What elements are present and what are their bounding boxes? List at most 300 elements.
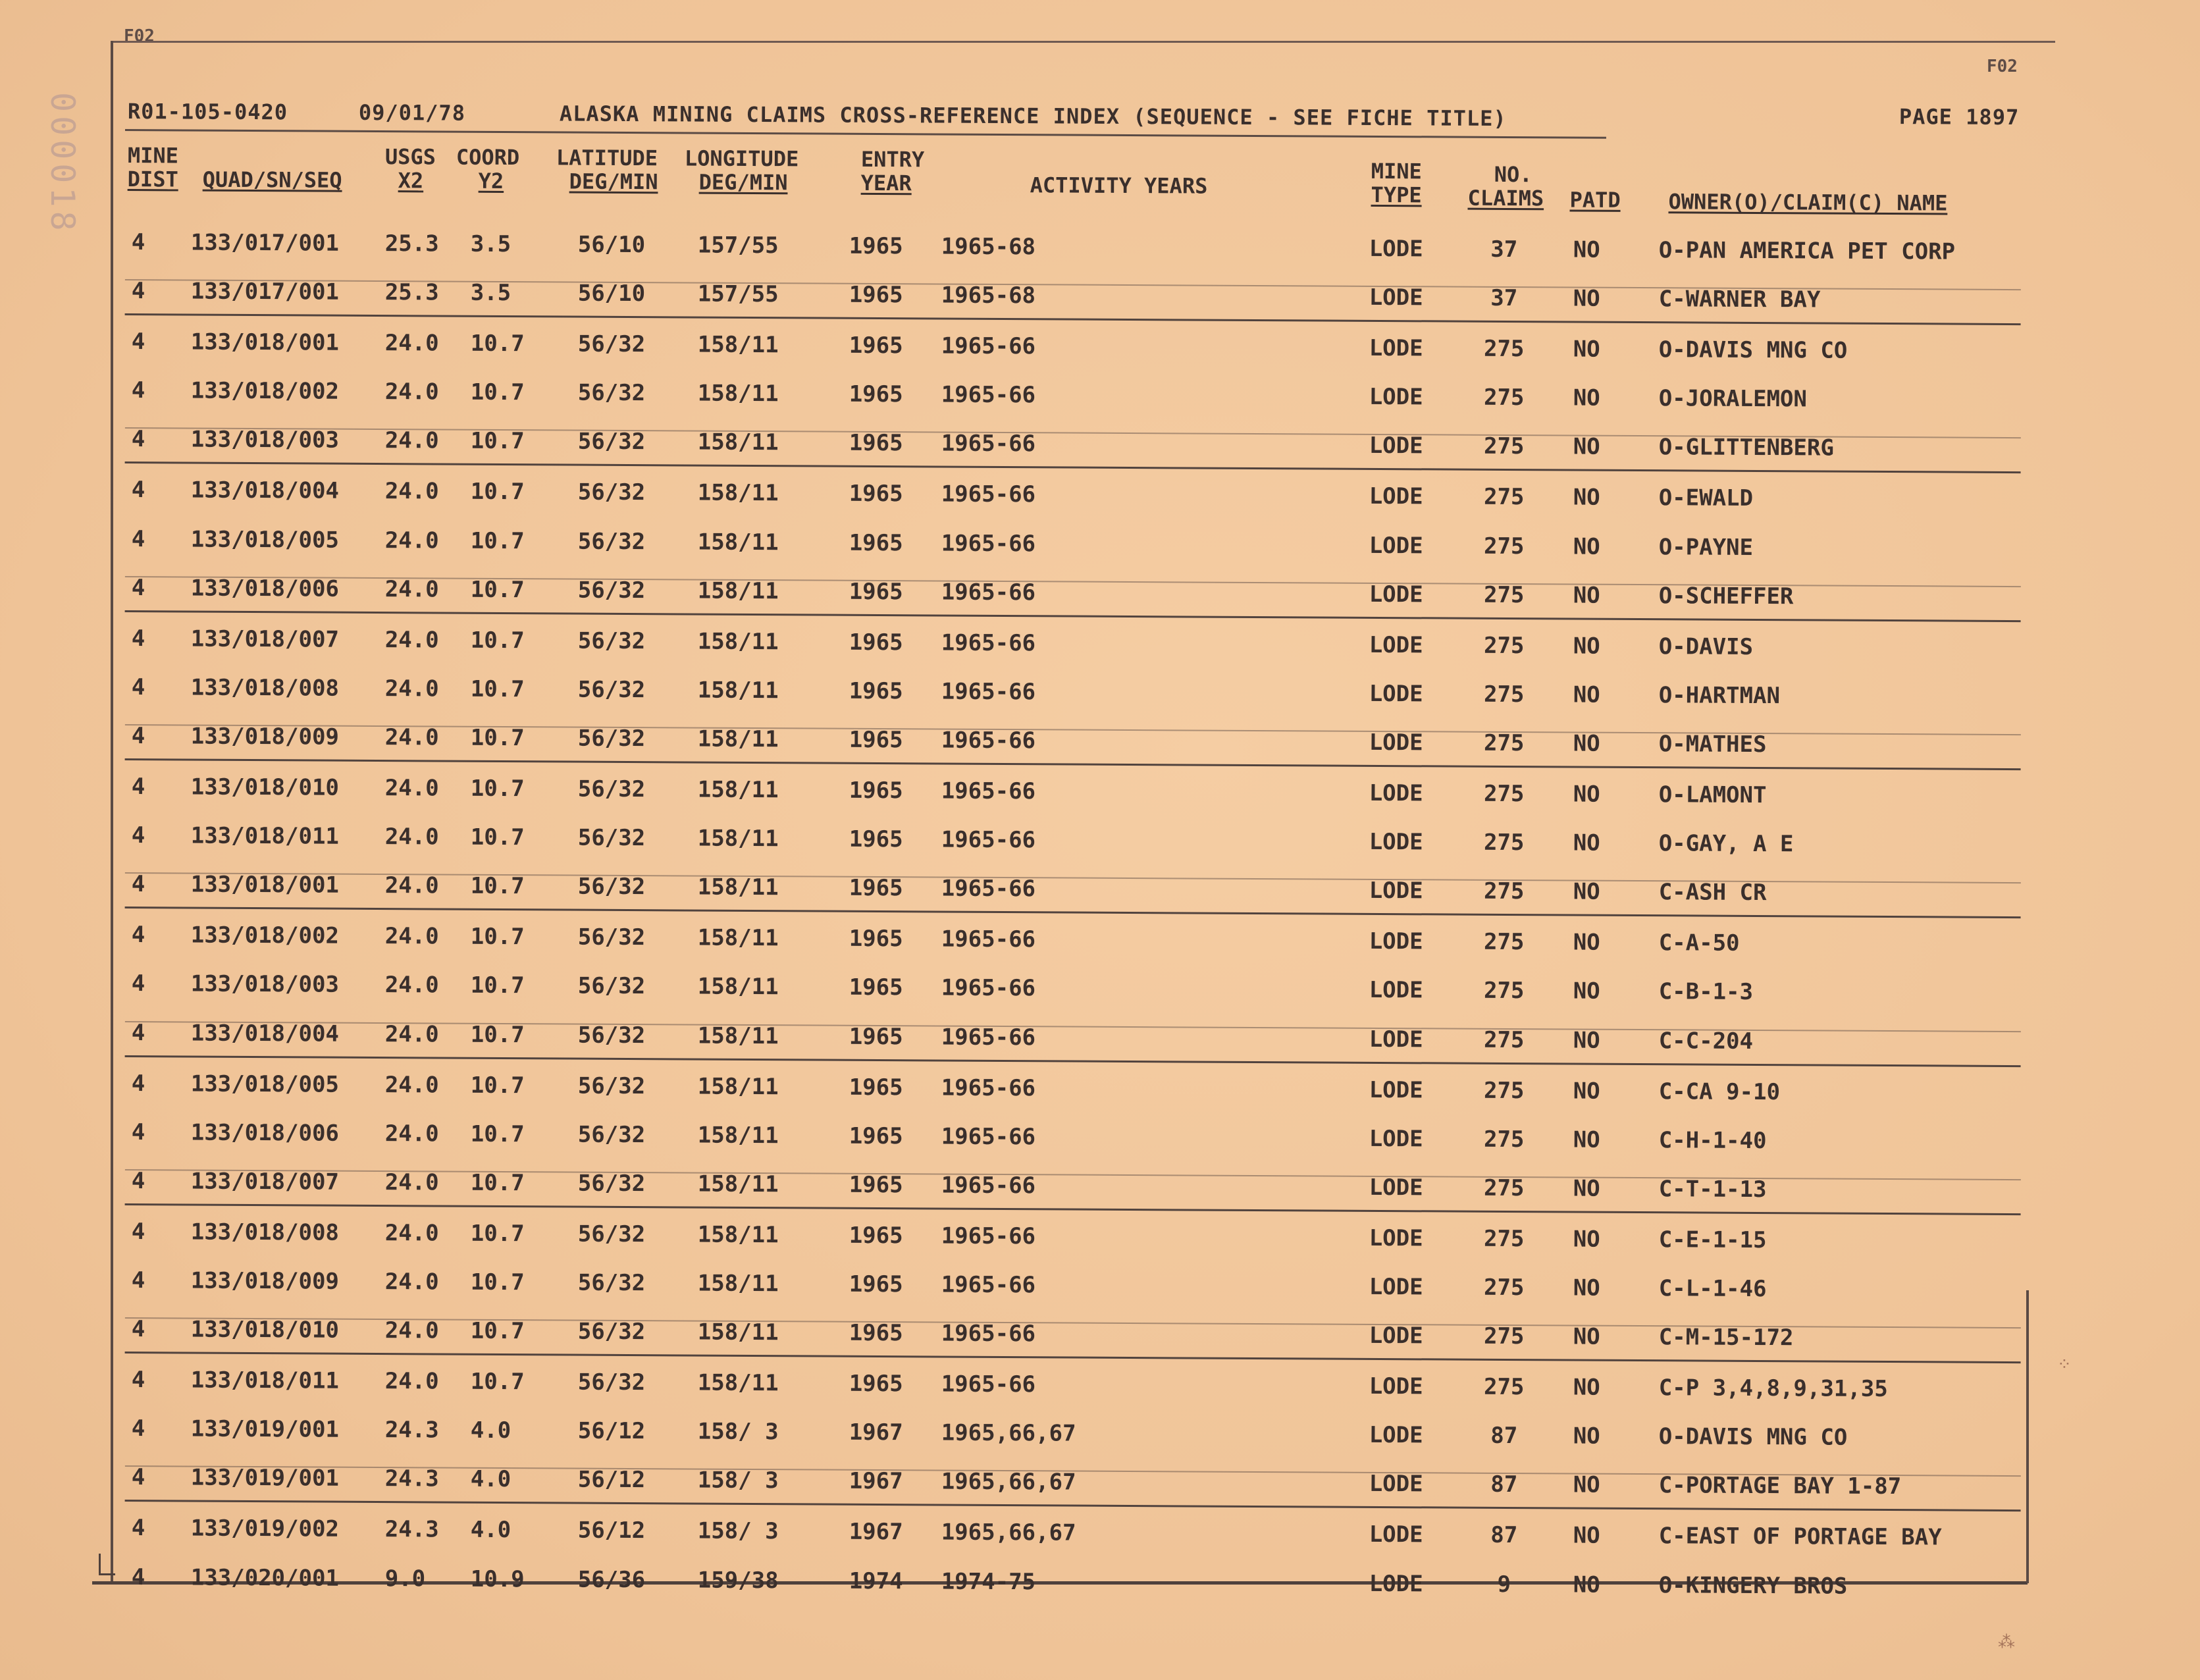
row-usgs-x2: 24.3 <box>384 1417 439 1444</box>
row-activity-years: 1965-66 <box>941 1222 1036 1250</box>
row-activity-years: 1965-66 <box>941 926 1036 953</box>
row-claims-count: 275 <box>1483 433 1525 460</box>
row-longitude: 158/11 <box>697 1270 779 1298</box>
row-activity-years: 1965,66,67 <box>941 1519 1076 1547</box>
row-owner-claim-name: C-ASH CR <box>1658 879 1767 906</box>
row-patented: NO <box>1573 1374 1600 1401</box>
row-longitude: 158/11 <box>697 331 779 359</box>
row-claims-count: 87 <box>1490 1423 1518 1450</box>
row-longitude: 158/11 <box>697 725 779 753</box>
row-latitude: 56/32 <box>577 1369 646 1396</box>
row-entry-year: 1974 <box>849 1567 903 1594</box>
row-mine-dist: 4 <box>131 1218 145 1246</box>
row-quad-sn-seq: 133/018/010 <box>190 1316 340 1344</box>
row-coord-y2: 10.7 <box>470 824 525 851</box>
row-mine-dist: 4 <box>131 970 145 997</box>
row-claims-count: 275 <box>1483 829 1525 856</box>
row-entry-year: 1965 <box>849 281 903 309</box>
row-entry-year: 1965 <box>849 1222 903 1249</box>
row-longitude: 158/11 <box>697 429 779 456</box>
row-entry-year: 1965 <box>849 777 903 804</box>
row-longitude: 159/38 <box>697 1567 779 1594</box>
row-mine-dist: 4 <box>131 1464 145 1491</box>
row-mine-type: LODE <box>1369 581 1423 608</box>
row-longitude: 158/11 <box>697 825 779 853</box>
row-mine-type: LODE <box>1369 680 1423 708</box>
row-patented: NO <box>1573 433 1600 461</box>
row-owner-claim-name: C-CA 9-10 <box>1658 1078 1781 1105</box>
row-usgs-x2: 24.0 <box>384 1020 439 1047</box>
row-quad-sn-seq: 133/018/009 <box>190 723 340 750</box>
row-mine-dist: 4 <box>131 722 145 750</box>
row-activity-years: 1965-66 <box>941 777 1036 805</box>
row-claims-count: 275 <box>1483 1174 1525 1201</box>
row-mine-dist: 4 <box>131 1367 145 1394</box>
table-row <box>125 1502 2021 1560</box>
row-owner-claim-name: C-E-1-15 <box>1658 1226 1767 1253</box>
row-mine-type: LODE <box>1369 1174 1423 1201</box>
row-quad-sn-seq: 133/018/008 <box>190 674 340 702</box>
row-entry-year: 1965 <box>849 1370 903 1398</box>
row-entry-year: 1965 <box>849 1171 903 1198</box>
row-mine-dist: 4 <box>131 871 145 898</box>
row-claims-count: 275 <box>1483 978 1525 1005</box>
row-owner-claim-name: O-PAN AMERICA PET CORP <box>1658 237 1956 265</box>
row-mine-dist: 4 <box>131 574 145 601</box>
row-longitude: 158/11 <box>697 776 779 804</box>
row-usgs-x2: 24.0 <box>384 972 439 999</box>
row-mine-dist: 4 <box>131 278 145 305</box>
frame-id-top-right: F02 <box>1987 57 2018 76</box>
row-patented: NO <box>1573 1571 1600 1598</box>
row-activity-years: 1965-66 <box>941 974 1036 1002</box>
row-patented: NO <box>1573 1522 1600 1550</box>
row-entry-year: 1965 <box>849 529 903 556</box>
row-entry-year: 1965 <box>849 726 903 754</box>
row-coord-y2: 10.7 <box>470 1317 525 1345</box>
table-row <box>125 562 2021 622</box>
row-mine-type: LODE <box>1369 235 1423 263</box>
row-longitude: 158/ 3 <box>697 1418 779 1446</box>
row-usgs-x2: 24.0 <box>384 379 439 406</box>
row-owner-claim-name: C-L-1-46 <box>1658 1275 1767 1303</box>
frame-corner-mark <box>99 1554 115 1575</box>
row-longitude: 158/11 <box>697 1022 779 1049</box>
row-coord-y2: 10.7 <box>470 872 525 900</box>
row-claims-count: 275 <box>1483 780 1525 808</box>
row-entry-year: 1967 <box>849 1519 903 1546</box>
row-mine-dist: 4 <box>131 1515 145 1542</box>
row-latitude: 56/32 <box>577 725 646 752</box>
row-entry-year: 1965 <box>849 381 903 408</box>
row-latitude: 56/32 <box>577 330 646 358</box>
row-latitude: 56/32 <box>577 577 646 604</box>
row-mine-type: LODE <box>1369 1322 1423 1350</box>
row-mine-type: LODE <box>1369 878 1423 905</box>
row-mine-dist: 4 <box>131 922 145 949</box>
row-coord-y2: 10.7 <box>470 479 525 506</box>
row-mine-type: LODE <box>1369 1026 1423 1053</box>
row-longitude: 158/ 3 <box>697 1517 779 1545</box>
row-patented: NO <box>1573 730 1600 757</box>
row-activity-years: 1965,66,67 <box>941 1419 1076 1447</box>
row-owner-claim-name: C-EAST OF PORTAGE BAY <box>1658 1523 1942 1551</box>
row-usgs-x2: 25.3 <box>384 279 439 306</box>
row-usgs-x2: 24.3 <box>384 1516 439 1543</box>
row-patented: NO <box>1573 1471 1600 1499</box>
row-usgs-x2: 24.0 <box>384 1168 439 1196</box>
row-latitude: 56/32 <box>577 1072 646 1099</box>
row-entry-year: 1965 <box>849 974 903 1001</box>
row-coord-y2: 10.7 <box>470 1368 525 1396</box>
stain-speck: ⁂ <box>1998 1633 2015 1652</box>
row-owner-claim-name: C-M-15-172 <box>1658 1324 1794 1352</box>
row-mine-type: LODE <box>1369 284 1423 311</box>
row-owner-claim-name: C-H-1-40 <box>1658 1126 1767 1154</box>
row-mine-type: LODE <box>1369 1273 1423 1301</box>
row-latitude: 56/32 <box>577 428 646 456</box>
row-coord-y2: 10.7 <box>470 527 525 554</box>
row-quad-sn-seq: 133/018/001 <box>190 871 340 899</box>
row-coord-y2: 10.7 <box>470 627 525 654</box>
row-entry-year: 1965 <box>849 1023 903 1050</box>
row-longitude: 158/11 <box>697 529 779 556</box>
row-mine-dist: 4 <box>131 1070 145 1097</box>
row-quad-sn-seq: 133/018/011 <box>190 822 340 850</box>
row-patented: NO <box>1573 633 1600 660</box>
frame-border-right <box>2026 1290 2029 1583</box>
row-mine-type: LODE <box>1369 335 1423 362</box>
row-activity-years: 1965-68 <box>941 282 1036 309</box>
row-activity-years: 1965-66 <box>941 481 1036 508</box>
row-owner-claim-name: O-DAVIS MNG CO <box>1658 336 1848 364</box>
frame-border-left <box>111 41 113 1581</box>
row-usgs-x2: 24.0 <box>384 1071 439 1099</box>
row-quad-sn-seq: 133/018/009 <box>190 1267 340 1295</box>
table-row <box>125 1007 2021 1067</box>
col-header-longitude: LONGITUDE DEG/MIN <box>684 145 799 196</box>
row-entry-year: 1965 <box>849 677 903 705</box>
row-latitude: 56/32 <box>577 873 646 901</box>
row-usgs-x2: 24.0 <box>384 1219 439 1247</box>
row-owner-claim-name: C-PORTAGE BAY 1-87 <box>1658 1472 1902 1500</box>
row-mine-type: LODE <box>1369 829 1423 856</box>
row-entry-year: 1965 <box>849 629 903 656</box>
row-latitude: 56/32 <box>577 924 646 951</box>
row-entry-year: 1967 <box>849 1419 903 1446</box>
row-usgs-x2: 24.0 <box>384 775 439 802</box>
row-quad-sn-seq: 133/018/008 <box>190 1219 340 1246</box>
row-patented: NO <box>1573 285 1600 312</box>
row-patented: NO <box>1573 1323 1600 1350</box>
row-mine-type: LODE <box>1369 532 1423 559</box>
row-longitude: 158/11 <box>697 380 779 407</box>
row-longitude: 158/11 <box>697 1221 779 1249</box>
row-entry-year: 1965 <box>849 1271 903 1298</box>
row-quad-sn-seq: 133/019/001 <box>190 1464 340 1492</box>
row-usgs-x2: 24.0 <box>384 1317 439 1344</box>
row-usgs-x2: 24.0 <box>384 527 439 554</box>
row-coord-y2: 10.7 <box>470 379 525 406</box>
row-quad-sn-seq: 133/018/003 <box>190 970 340 999</box>
row-coord-y2: 10.7 <box>470 924 525 951</box>
row-coord-y2: 10.7 <box>470 775 525 802</box>
row-activity-years: 1965-66 <box>941 875 1036 903</box>
row-patented: NO <box>1573 878 1600 905</box>
row-mine-dist: 4 <box>131 1316 145 1343</box>
row-entry-year: 1965 <box>849 1074 903 1101</box>
row-usgs-x2: 24.0 <box>384 1120 439 1147</box>
row-coord-y2: 10.7 <box>470 428 525 455</box>
row-claims-count: 275 <box>1483 1225 1525 1253</box>
row-claims-count: 275 <box>1483 1274 1525 1301</box>
row-coord-y2: 10.7 <box>470 1072 525 1099</box>
row-longitude: 158/11 <box>697 1319 779 1346</box>
row-quad-sn-seq: 133/018/002 <box>190 922 340 950</box>
row-coord-y2: 10.7 <box>470 1220 525 1247</box>
row-longitude: 158/11 <box>697 1073 779 1100</box>
row-activity-years: 1965-66 <box>941 430 1036 458</box>
row-usgs-x2: 24.3 <box>384 1465 439 1492</box>
row-owner-claim-name: C-T-1-13 <box>1658 1175 1767 1203</box>
row-latitude: 56/32 <box>577 1318 646 1346</box>
row-mine-type: LODE <box>1369 433 1423 459</box>
row-activity-years: 1965-66 <box>941 579 1036 606</box>
row-claims-count: 87 <box>1490 1522 1518 1549</box>
margin-frame-number: 000018 <box>43 92 82 235</box>
row-mine-dist: 4 <box>131 229 145 256</box>
row-latitude: 56/12 <box>577 1466 646 1494</box>
row-quad-sn-seq: 133/018/003 <box>190 426 340 454</box>
row-mine-dist: 4 <box>131 377 145 404</box>
row-mine-type: LODE <box>1369 729 1423 756</box>
row-patented: NO <box>1573 929 1600 957</box>
row-claims-count: 275 <box>1483 335 1525 363</box>
row-coord-y2: 3.5 <box>470 230 511 258</box>
row-activity-years: 1965-66 <box>941 381 1036 409</box>
row-activity-years: 1965-66 <box>941 332 1036 360</box>
row-owner-claim-name: O-DAVIS <box>1658 633 1754 660</box>
row-claims-count: 275 <box>1483 681 1525 708</box>
report-title: ALASKA MINING CLAIMS CROSS-REFERENCE INDEX (SEQUENCE - SEE FICHE TITLE) <box>559 101 1507 131</box>
row-quad-sn-seq: 133/018/001 <box>190 328 340 356</box>
frame-border-top <box>113 41 2055 43</box>
row-latitude: 56/12 <box>577 1517 646 1544</box>
row-owner-claim-name: O-PAYNE <box>1658 533 1754 561</box>
row-mine-type: LODE <box>1369 631 1423 659</box>
row-patented: NO <box>1573 336 1600 363</box>
row-owner-claim-name: O-DAVIS MNG CO <box>1658 1423 1848 1451</box>
row-claims-count: 275 <box>1483 533 1525 560</box>
report-id: R01-105-0420 <box>127 99 288 125</box>
col-header-entry-year: ENTRY YEAR <box>860 146 925 196</box>
row-longitude: 158/11 <box>697 480 779 507</box>
row-coord-y2: 10.7 <box>470 972 525 999</box>
row-latitude: 56/32 <box>577 1121 646 1148</box>
row-usgs-x2: 24.0 <box>384 824 439 851</box>
row-mine-dist: 4 <box>131 328 145 355</box>
row-owner-claim-name: O-GLITTENBERG <box>1658 434 1834 461</box>
row-activity-years: 1965-66 <box>941 678 1036 706</box>
row-patented: NO <box>1573 1027 1600 1054</box>
row-mine-dist: 4 <box>131 525 145 552</box>
row-activity-years: 1965-66 <box>941 727 1036 754</box>
row-patented: NO <box>1573 1226 1600 1253</box>
row-latitude: 56/32 <box>577 676 646 703</box>
row-owner-claim-name: C-C-204 <box>1658 1027 1754 1055</box>
row-coord-y2: 10.7 <box>470 1269 525 1296</box>
row-latitude: 56/32 <box>577 379 646 407</box>
row-entry-year: 1965 <box>849 578 903 605</box>
row-quad-sn-seq: 133/018/010 <box>190 774 340 801</box>
page-number: PAGE 1897 <box>1899 104 2020 130</box>
row-activity-years: 1965-66 <box>941 1320 1036 1348</box>
row-claims-count: 275 <box>1483 581 1525 608</box>
row-latitude: 56/32 <box>577 528 646 555</box>
row-claims-count: 275 <box>1483 878 1525 905</box>
row-longitude: 158/11 <box>697 628 779 655</box>
col-header-coord: COORD Y2 <box>456 144 520 194</box>
row-longitude: 157/55 <box>697 280 779 308</box>
row-activity-years: 1974-75 <box>941 1568 1036 1595</box>
row-mine-type: LODE <box>1369 1570 1423 1597</box>
row-entry-year: 1965 <box>849 1319 903 1347</box>
row-coord-y2: 10.7 <box>470 330 525 357</box>
row-owner-claim-name: O-MATHES <box>1658 731 1767 758</box>
row-patented: NO <box>1573 236 1600 263</box>
row-mine-type: LODE <box>1369 928 1423 955</box>
row-mine-type: LODE <box>1369 1471 1423 1498</box>
row-mine-dist: 4 <box>131 1118 145 1145</box>
col-header-owner: OWNER(O)/CLAIM(C) NAME <box>1668 189 1948 216</box>
row-longitude: 158/11 <box>697 1122 779 1149</box>
row-entry-year: 1965 <box>849 1122 903 1149</box>
row-usgs-x2: 24.0 <box>384 872 439 899</box>
row-usgs-x2: 24.0 <box>384 575 439 603</box>
row-longitude: 158/11 <box>697 924 779 952</box>
report-date: 09/01/78 <box>358 99 466 126</box>
row-owner-claim-name: O-SCHEFFER <box>1658 582 1794 610</box>
col-header-usgs: USGS X2 <box>384 144 436 194</box>
claims-table <box>125 216 2021 1600</box>
row-owner-claim-name: C-B-1-3 <box>1658 978 1754 1006</box>
row-entry-year: 1965 <box>849 481 903 508</box>
col-header-latitude: LATITUDE DEG/MIN <box>556 145 658 195</box>
row-activity-years: 1965-66 <box>941 629 1036 656</box>
row-claims-count: 275 <box>1483 632 1525 659</box>
row-coord-y2: 10.7 <box>470 675 525 703</box>
row-mine-type: LODE <box>1369 1422 1423 1449</box>
row-mine-type: LODE <box>1369 1224 1423 1252</box>
row-claims-count: 275 <box>1483 484 1525 511</box>
row-latitude: 56/32 <box>577 824 646 852</box>
row-latitude: 56/32 <box>577 1170 646 1197</box>
row-mine-dist: 4 <box>131 1019 145 1046</box>
row-owner-claim-name: O-LAMONT <box>1658 781 1767 809</box>
row-coord-y2: 4.0 <box>470 1517 511 1544</box>
row-patented: NO <box>1573 781 1600 808</box>
row-latitude: 56/32 <box>577 1269 646 1297</box>
row-latitude: 56/10 <box>577 280 646 307</box>
row-patented: NO <box>1573 1078 1600 1105</box>
row-usgs-x2: 24.0 <box>384 1368 439 1395</box>
row-owner-claim-name: O-EWALD <box>1658 485 1754 512</box>
row-mine-type: LODE <box>1369 483 1423 510</box>
table-row <box>125 957 2021 1016</box>
row-owner-claim-name: O-JORALEMON <box>1658 385 1808 413</box>
row-activity-years: 1965-66 <box>941 1371 1036 1398</box>
row-coord-y2: 10.7 <box>470 1169 525 1196</box>
row-longitude: 158/11 <box>697 677 779 704</box>
row-latitude: 56/32 <box>577 479 646 506</box>
row-usgs-x2: 24.0 <box>384 626 439 654</box>
row-longitude: 158/ 3 <box>697 1467 779 1494</box>
row-usgs-x2: 24.0 <box>384 478 439 505</box>
row-usgs-x2: 24.0 <box>384 330 439 357</box>
row-latitude: 56/32 <box>577 775 646 803</box>
col-header-quad: QUAD/SN/SEQ <box>202 167 342 193</box>
row-patented: NO <box>1573 1126 1600 1153</box>
row-mine-dist: 4 <box>131 1167 145 1194</box>
row-entry-year: 1965 <box>849 826 903 853</box>
row-owner-claim-name: O-HARTMAN <box>1658 682 1781 710</box>
row-claims-count: 275 <box>1483 384 1525 411</box>
row-quad-sn-seq: 133/018/006 <box>190 1119 340 1147</box>
row-mine-dist: 4 <box>131 1415 145 1442</box>
row-usgs-x2: 24.0 <box>384 724 439 751</box>
row-coord-y2: 10.7 <box>470 1120 525 1147</box>
row-activity-years: 1965-66 <box>941 1172 1036 1199</box>
row-entry-year: 1965 <box>849 232 903 260</box>
row-patented: NO <box>1573 681 1600 708</box>
row-latitude: 56/10 <box>577 231 646 259</box>
row-owner-claim-name: C-P 3,4,8,9,31,35 <box>1658 1375 1888 1403</box>
row-activity-years: 1965-66 <box>941 1123 1036 1150</box>
frame-id-top-left: F02 <box>124 26 155 46</box>
row-longitude: 158/11 <box>697 973 779 1001</box>
row-coord-y2: 4.0 <box>470 1466 511 1493</box>
col-header-mine-type: MINE TYPE <box>1371 158 1422 208</box>
row-activity-years: 1965-66 <box>941 1074 1036 1101</box>
row-activity-years: 1965-66 <box>941 826 1036 854</box>
row-mine-dist: 4 <box>131 774 145 801</box>
row-claims-count: 275 <box>1483 1323 1525 1350</box>
column-headers <box>124 144 2021 227</box>
row-latitude: 56/12 <box>577 1417 646 1445</box>
col-header-claims: NO. CLAIMS <box>1467 161 1544 211</box>
row-quad-sn-seq: 133/018/005 <box>190 1070 340 1098</box>
table-row <box>125 1155 2021 1215</box>
row-quad-sn-seq: 133/018/002 <box>190 377 340 405</box>
row-mine-type: LODE <box>1369 1076 1423 1103</box>
row-patented: NO <box>1573 1423 1600 1450</box>
row-mine-type: LODE <box>1369 977 1423 1004</box>
table-row <box>125 463 2021 522</box>
row-coord-y2: 10.7 <box>470 1021 525 1048</box>
row-latitude: 56/32 <box>577 973 646 1000</box>
row-quad-sn-seq: 133/017/001 <box>190 229 340 257</box>
row-entry-year: 1965 <box>849 926 903 953</box>
row-mine-dist: 4 <box>131 477 145 504</box>
row-activity-years: 1965-66 <box>941 1023 1036 1051</box>
row-usgs-x2: 24.0 <box>384 1269 439 1296</box>
row-entry-year: 1965 <box>849 332 903 359</box>
row-coord-y2: 10.9 <box>470 1565 525 1592</box>
row-patented: NO <box>1573 384 1600 412</box>
row-patented: NO <box>1573 1274 1600 1301</box>
row-claims-count: 275 <box>1483 729 1525 757</box>
row-longitude: 158/11 <box>697 577 779 604</box>
